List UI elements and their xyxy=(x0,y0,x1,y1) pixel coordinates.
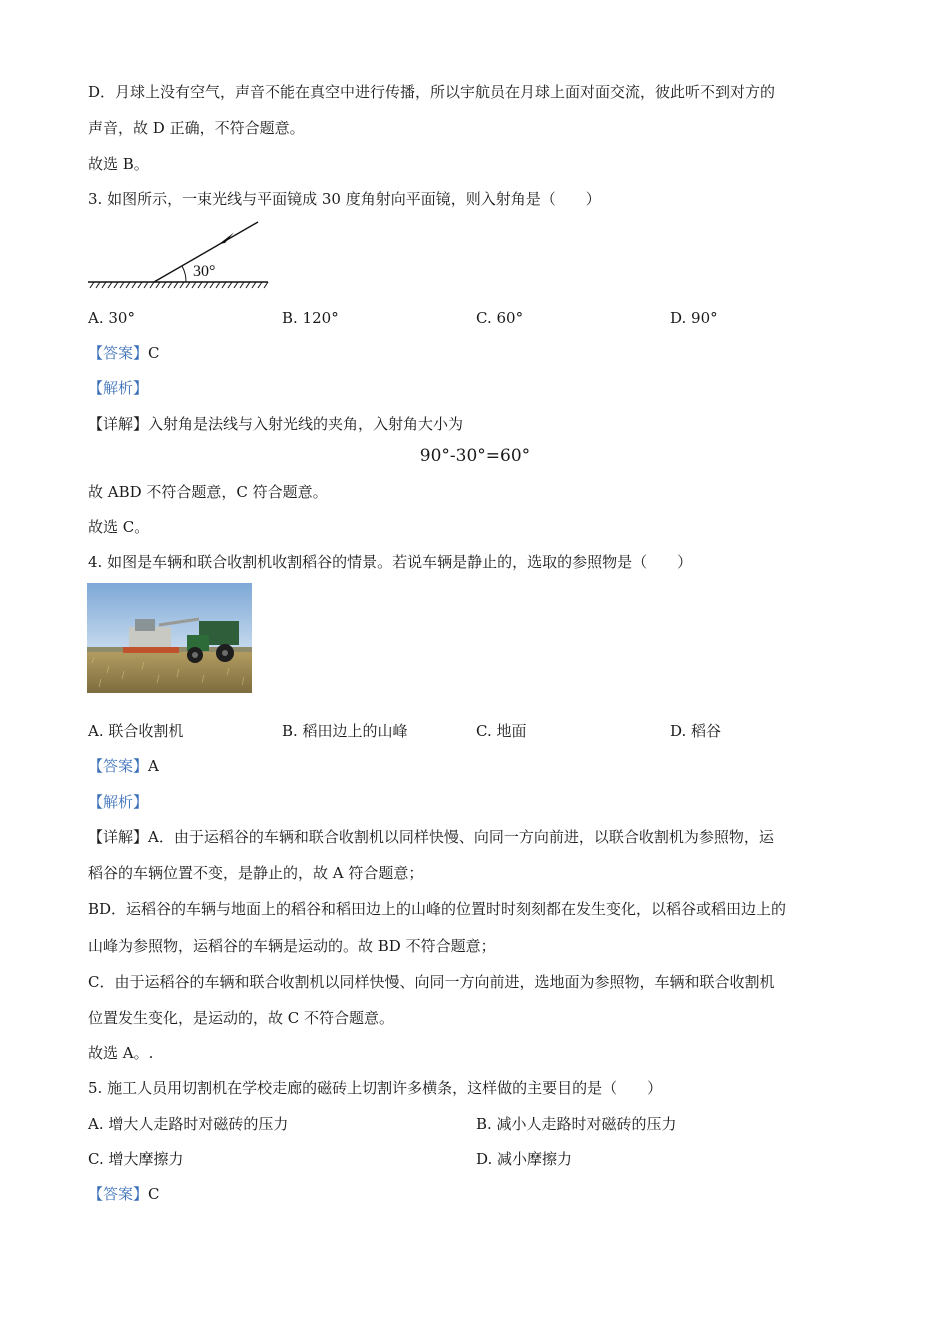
q4-detail-a2: 稻谷的车辆位置不变，是静止的，故 A 符合题意； xyxy=(88,864,424,882)
detail-tag: 【详解】 xyxy=(88,415,149,433)
q4-detail-bd1: BD．运稻谷的车辆与地面上的稻谷和稻田边上的山峰的位置时时刻刻都在发生变化，以稻谷或稻田边上的 xyxy=(88,900,787,918)
q5-option-a: A. 增大人走路时对磁砖的压力 xyxy=(88,1115,289,1133)
q3-option-a: A. 30° xyxy=(88,309,135,327)
q4-answer-value: A xyxy=(148,757,159,775)
q4-option-a: A. 联合收割机 xyxy=(88,722,184,740)
q4-detail-a1 xyxy=(88,827,774,847)
intro-choose: 故选 B。 xyxy=(88,155,149,173)
q5-stem: 5. 施工人员用切割机在学校走廊的磁砖上切割许多横条，这样做的主要目的是（ ） xyxy=(88,1079,663,1097)
analysis-tag: 【解析】 xyxy=(88,793,149,811)
q4-detail-c1: C．由于运稻谷的车辆和联合收割机以同样快慢、向同一方向前进，选地面为参照物，车辆和联合收割机 xyxy=(88,973,775,991)
q4-option-b: B. 稻田边上的山峰 xyxy=(282,722,408,740)
intro-d-line1: D．月球上没有空气，声音不能在真空中进行传播，所以宇航员在月球上面对面交流，彼此听不到对方的 xyxy=(88,83,776,101)
q3-detail xyxy=(88,414,463,434)
q3-answer-value: C xyxy=(148,344,160,362)
q4-answer xyxy=(88,756,159,776)
answer-tag: 【答案】 xyxy=(88,757,149,775)
q4-harvest-photo xyxy=(87,583,252,693)
q3-option-c: C. 60° xyxy=(476,309,524,327)
q3-choose: 故选 C。 xyxy=(88,518,150,536)
q3-option-d: D. 90° xyxy=(670,309,718,327)
q5-answer-value: C xyxy=(148,1185,160,1203)
q4-choose: 故选 A。. xyxy=(88,1044,154,1062)
answer-tag: 【答案】 xyxy=(88,344,149,362)
q4-detail-a1-text: A．由于运稻谷的车辆和联合收割机以同样快慢、向同一方向前进，以联合收割机为参照物，运 xyxy=(148,828,774,846)
q4-option-d: D. 稻谷 xyxy=(670,722,722,740)
answer-tag: 【答案】 xyxy=(88,1185,149,1203)
q4-detail-c2: 位置发生变化，是运动的，故 C 不符合题意。 xyxy=(88,1009,395,1027)
q3-formula: 90°-30°=60° xyxy=(419,446,531,466)
ray-arrow-icon xyxy=(219,233,234,245)
q3-detail-text: 入射角是法线与入射光线的夹角，入射角大小为 xyxy=(148,415,464,433)
analysis-tag: 【解析】 xyxy=(88,379,149,397)
q3-analysis xyxy=(88,378,148,398)
q4-option-c: C. 地面 xyxy=(476,722,527,740)
q3-stem: 3. 如图所示，一束光线与平面镜成 30 度角射向平面镜，则入射角是（ ） xyxy=(88,190,601,208)
q3-conclusion: 故 ABD 不符合题意，C 符合题意。 xyxy=(88,483,328,501)
q3-answer xyxy=(88,343,160,363)
q5-option-b: B. 减小人走路时对磁砖的压力 xyxy=(476,1115,677,1133)
q5-option-c: C. 增大摩擦力 xyxy=(88,1150,184,1168)
q5-option-d: D. 减小摩擦力 xyxy=(476,1150,573,1168)
q3-mirror-figure xyxy=(86,218,276,292)
q4-analysis xyxy=(88,792,148,812)
q3-angle-label: 30° xyxy=(193,263,216,280)
q5-answer xyxy=(88,1184,160,1204)
q4-stem: 4. 如图是车辆和联合收割机收割稻谷的情景。若说车辆是静止的，选取的参照物是（ ） xyxy=(88,553,693,571)
q4-detail-bd2: 山峰为参照物，运稻谷的车辆是运动的。故 BD 不符合题意； xyxy=(88,937,496,955)
detail-tag: 【详解】 xyxy=(88,828,149,846)
intro-d-line2: 声音，故 D 正确，不符合题意。 xyxy=(88,119,305,137)
q3-option-b: B. 120° xyxy=(282,309,339,327)
